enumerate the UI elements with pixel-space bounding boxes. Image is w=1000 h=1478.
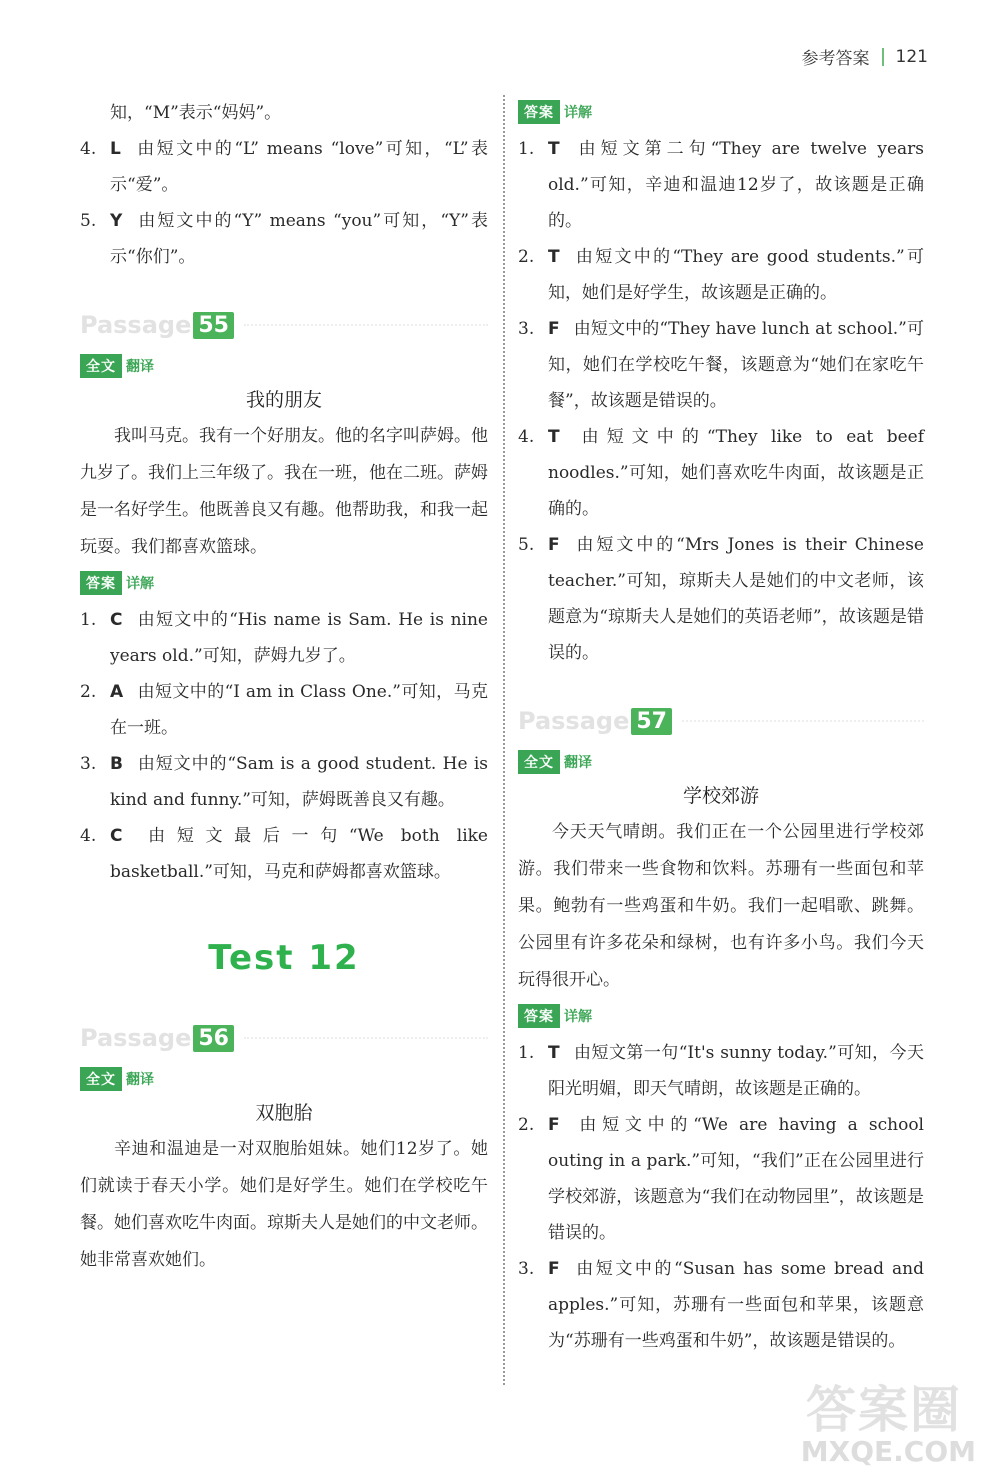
passage-56-heading — [80, 1018, 488, 1058]
page-number: 121 — [895, 46, 928, 67]
item-answer: F — [548, 1115, 560, 1135]
answer-item — [518, 1035, 924, 1107]
item-number: 5. — [80, 211, 97, 231]
passage-label: Passage — [80, 311, 192, 339]
heading-rule — [244, 1037, 488, 1039]
page-header — [802, 44, 928, 69]
passage-57-heading — [518, 701, 924, 741]
passage-55-heading — [80, 305, 488, 345]
item-answer: F — [548, 319, 560, 339]
translation-paragraph: 今天天气晴朗。我们正在一个公园里进行学校郊游。我们带来一些食物和饮料。苏珊有一些面包和苹果。鲍勃有一些鸡蛋和牛奶。我们一起唱歌、跳舞。公园里有许多花朵和绿树，也有许多小鸟。我们今天玩得很开心。 — [518, 822, 924, 990]
test-heading: Test 12 — [208, 938, 360, 978]
answer-item — [518, 131, 924, 239]
item-explanation: 由短文最后一句“We both like basketball.”可知，马克和萨姆都喜欢篮球。 — [110, 826, 488, 882]
item-number: 1. — [518, 1043, 535, 1063]
item-number: 4. — [518, 427, 535, 447]
passage-number: 55 — [193, 312, 234, 339]
tag-text: 翻译 — [126, 359, 154, 375]
tag-box: 全文 — [80, 1067, 122, 1091]
answer-tag — [80, 572, 488, 594]
item-answer: C — [110, 610, 123, 630]
heading-rule — [244, 324, 488, 326]
answer-item — [80, 602, 488, 674]
item-answer: T — [548, 247, 560, 267]
item-answer: Y — [110, 211, 123, 231]
site-watermark — [792, 1370, 982, 1470]
header-separator — [882, 48, 884, 66]
passage-title: 双胞胎 — [255, 1102, 313, 1124]
passage-label: Passage — [518, 707, 630, 735]
answer-item — [518, 311, 924, 419]
passage-title: 学校郊游 — [682, 785, 759, 807]
column-divider — [503, 95, 505, 1385]
answer-item — [80, 818, 488, 890]
answer-item — [80, 746, 488, 818]
passage-number: 56 — [193, 1025, 234, 1052]
item-explanation: 由短文第一句“It's sunny today.”可知，今天阳光明媚，即天气晴朗，故该题是正确的。 — [548, 1043, 924, 1099]
tag-text: 详解 — [126, 576, 154, 592]
answer-item — [80, 674, 488, 746]
left-column — [80, 95, 488, 1279]
item-explanation: 由短文中的“I am in Class One.”可知，马克在一班。 — [110, 682, 488, 738]
answer-item — [80, 203, 488, 275]
answer-item — [518, 239, 924, 311]
tag-box: 全文 — [518, 750, 560, 774]
watermark-url: MXQE.COM — [800, 1435, 976, 1468]
translation-paragraph: 我叫马克。我有一个好朋友。他的名字叫萨姆。他九岁了。我们上三年级了。我在一班，他在二班。萨姆是一名好学生。他既善良又有趣。他帮助我，和我一起玩耍。我们都喜欢篮球。 — [80, 426, 488, 557]
item-number: 1. — [80, 610, 97, 630]
translation-paragraph: 辛迪和温迪是一对双胞胎姐妹。她们12岁了。她们就读于春天小学。她们是好学生。她们在学校吃午餐。她们喜欢吃牛肉面。琼斯夫人是她们的中文老师。她非常喜欢她们。 — [80, 1139, 488, 1270]
answer-tag — [518, 1005, 924, 1027]
item-explanation: 由短文中的“We are having a school outing in a park.”可知，“我们”正在公园里进行学校郊游，该题意为“我们在动物园里”，故该题是错误的。 — [548, 1115, 924, 1243]
item-explanation: 由短文中的“L” means “love”可知，“L”表示“爱”。 — [110, 139, 488, 195]
tag-box: 答案 — [80, 571, 122, 595]
item-answer: C — [110, 826, 123, 846]
continued-text: 知，“M”表示“妈妈”。 — [110, 103, 282, 123]
item-number: 5. — [518, 535, 535, 555]
item-answer: B — [110, 754, 123, 774]
item-explanation: 由短文中的“They are good students.”可知，她们是好学生，故该题是正确的。 — [548, 247, 924, 303]
answer-item — [518, 1251, 924, 1359]
item-explanation: 由短文中的“They like to eat beef noodles.”可知，她们喜欢吃牛肉面，故该题是正确的。 — [548, 427, 924, 519]
tag-box: 全文 — [80, 354, 122, 378]
translation-tag — [80, 355, 488, 377]
answer-item — [80, 131, 488, 203]
item-explanation: 由短文中的“Susan has some bread and apples.”可知，苏珊有一些面包和苹果，该题意为“苏珊有一些鸡蛋和牛奶”，故该题是错误的。 — [548, 1259, 924, 1351]
item-explanation: 由短文中的“Mrs Jones is their Chinese teacher.”可知，琼斯夫人是她们的中文老师，该题意为“琼斯夫人是她们的英语老师”，故该题是错误的。 — [548, 535, 924, 663]
passage-number: 57 — [631, 708, 672, 735]
answer-item — [518, 1107, 924, 1251]
item-number: 2. — [80, 682, 97, 702]
header-title: 参考答案 — [801, 49, 870, 69]
item-number: 4. — [80, 826, 97, 846]
item-explanation: 由短文第二句“They are twelve years old.”可知，辛迪和温迪12岁了，故该题是正确的。 — [548, 139, 924, 231]
item-answer: A — [110, 682, 124, 702]
heading-rule — [682, 720, 924, 722]
item-answer: T — [548, 1043, 560, 1063]
tag-box: 答案 — [518, 1004, 560, 1028]
item-answer: F — [548, 1259, 560, 1279]
right-column — [518, 95, 924, 1359]
tag-text: 详解 — [564, 105, 592, 121]
item-explanation: 由短文中的“They have lunch at school.”可知，她们在学校吃午餐，该题意为“她们在家吃午餐”，故该题是错误的。 — [548, 319, 924, 411]
item-explanation: 由短文中的“Y” means “you”可知，“Y”表示“你们”。 — [110, 211, 488, 267]
item-answer: L — [110, 139, 121, 159]
translation-tag — [80, 1068, 488, 1090]
answer-item — [518, 527, 924, 671]
item-answer: F — [548, 535, 560, 555]
watermark-logo-text: 答案圈 — [806, 1381, 962, 1439]
passage-label: Passage — [80, 1024, 192, 1052]
item-number: 3. — [518, 1259, 535, 1279]
answer-item — [518, 419, 924, 527]
tag-text: 详解 — [564, 1009, 592, 1025]
item-answer: T — [548, 427, 560, 447]
passage-title: 我的朋友 — [245, 389, 322, 411]
item-number: 2. — [518, 247, 535, 267]
item-answer: T — [548, 139, 560, 159]
item-explanation: 由短文中的“His name is Sam. He is nine years old.”可知，萨姆九岁了。 — [110, 610, 488, 666]
tag-text: 翻译 — [564, 755, 592, 771]
tag-box: 答案 — [518, 100, 560, 124]
tag-text: 翻译 — [126, 1072, 154, 1088]
item-number: 1. — [518, 139, 535, 159]
answer-tag — [518, 101, 924, 123]
item-number: 4. — [80, 139, 97, 159]
item-number: 3. — [518, 319, 535, 339]
item-number: 2. — [518, 1115, 535, 1135]
item-number: 3. — [80, 754, 97, 774]
item-explanation: 由短文中的“Sam is a good student. He is kind and funny.”可知，萨姆既善良又有趣。 — [110, 754, 488, 810]
translation-tag — [518, 751, 924, 773]
